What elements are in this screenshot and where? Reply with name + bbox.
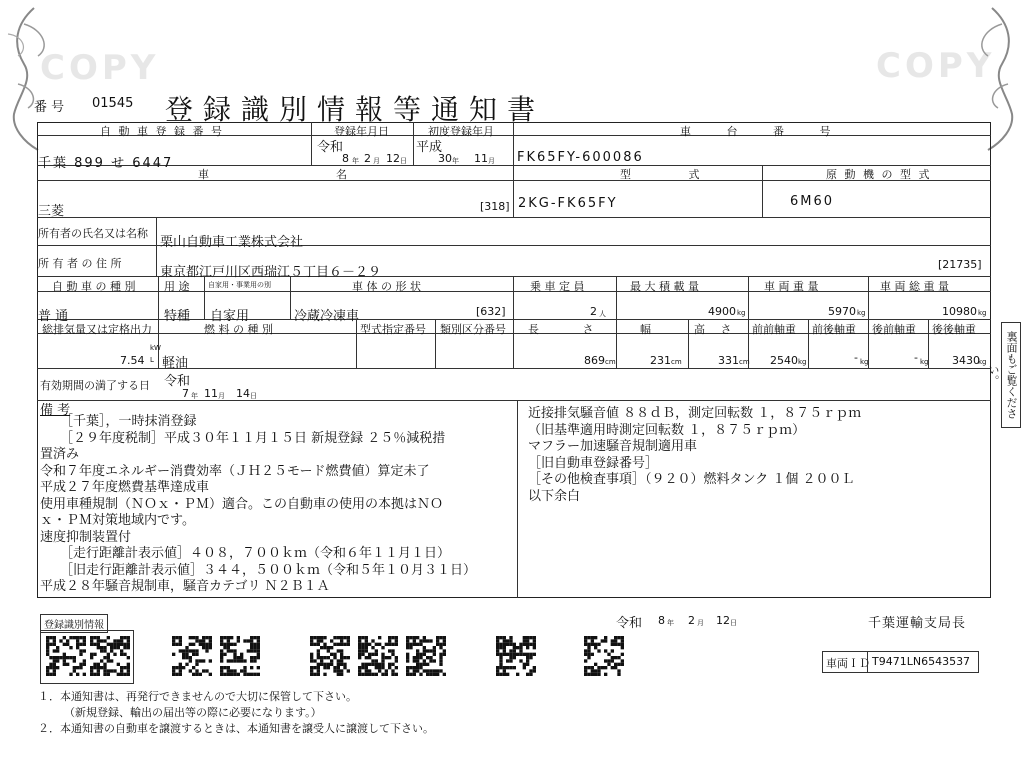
remark-line: ［２９年度税制］平成３０年１１月１５日 新規登録 ２５％減税措 (60, 430, 446, 446)
body-shape-code: [632] (476, 305, 506, 318)
remark-line: マフラー加速騒音規制適用車 (528, 439, 698, 454)
rear-rear-axle-weight: 3430 (952, 354, 980, 367)
qr-code (406, 636, 446, 676)
body-shape: 冷蔵冷凍車 (294, 309, 360, 324)
issue-year: 8 (658, 614, 665, 627)
chassis-number: FK65FY-600086 (517, 150, 644, 165)
max-load-label: 最 大 積 載 量 (630, 280, 699, 293)
expiry-label: 有効期間の満了する日 (40, 379, 150, 392)
model-type-label: 型 式 (620, 168, 702, 181)
note-line: ２．本通知書の自動車を譲渡するときは、本通知書を譲受人に譲渡して下さい。 (38, 722, 434, 735)
use-label: 用 途 (164, 280, 190, 293)
owner-address-label: 所 有 者 の 住 所 (38, 257, 122, 270)
expiry-day: 14 (236, 387, 250, 400)
remark-line: ［千葉］，一時抹消登録 (60, 414, 197, 429)
qr-code (46, 636, 86, 676)
qr-code (358, 636, 398, 676)
expiry-era: 令和 (164, 374, 191, 389)
issue-era: 令和 (616, 616, 643, 631)
remark-line: ［走行距離計表示値］４０８，７００ｋｍ（令和６年１１月１日） (60, 546, 451, 561)
body-shape-label: 車 体 の 形 状 (352, 280, 421, 293)
remark-line: 以下余白 (528, 488, 581, 504)
note-line: （新規登録、輸出の届出等の際に必要になります。） (64, 706, 322, 719)
remark-line: 速度抑制装置付 (40, 529, 132, 545)
issue-day: 12 (716, 614, 730, 627)
capacity-label: 乗 車 定 員 (530, 280, 585, 293)
note-line: １．本通知書は、再発行できませんので大切に保管して下さい。 (38, 690, 357, 703)
car-name-label-1: 車 (198, 168, 209, 181)
maker-code: [318] (480, 200, 510, 213)
number-value: 01545 (92, 96, 134, 111)
gross-weight: 10980 (942, 305, 977, 318)
remark-line: （旧基準適用時測定回転数 １，８７５ｒｐｍ） (528, 422, 806, 438)
gross-weight-label: 車 両 総 重 量 (880, 280, 949, 293)
remark-line: 令和７年度エネルギー消費効率（ＪＨ２５モード燃費値）算定未了 (40, 463, 430, 479)
category-number-label: 類別区分番号 (440, 323, 506, 336)
reg-year: 8 (342, 152, 349, 165)
issuing-office: 千葉運輸支局長 (868, 616, 967, 631)
engine-type: 6M60 (790, 194, 835, 209)
length-label: 長 さ (528, 323, 594, 336)
rear-front-axle-weight: - (914, 351, 918, 364)
height: 331 (718, 354, 739, 367)
registration-number: 千葉 899 せ 6447 (38, 156, 174, 171)
remark-line: 平成２８年騒音規制車，騒音カテゴリ Ｎ２Ｂ１Ａ (40, 579, 330, 594)
max-load: 4900 (708, 305, 736, 318)
private-use: 自家用 (210, 309, 250, 324)
front-front-axle-label: 前前軸重 (752, 323, 796, 336)
address-code: [21735] (938, 258, 982, 271)
front-rear-axle-weight: - (854, 351, 858, 364)
expiry-month: 11 (204, 387, 218, 400)
qr-code (90, 636, 130, 676)
issue-month: 2 (688, 614, 695, 627)
vehicle-id-box (822, 651, 979, 673)
car-name-label-2: 名 (336, 168, 347, 181)
remark-line: 置済み (40, 447, 80, 462)
reg-era: 令和 (317, 140, 344, 155)
qr-section-label: 登録識別情報 (40, 614, 108, 633)
front-front-axle-weight: 2540 (770, 354, 798, 367)
first-reg-year: 30 (438, 152, 452, 165)
rear-front-axle-label: 後前軸重 (872, 323, 916, 336)
remark-line: 平成２７年度燃費基準達成車 (40, 480, 210, 495)
vehicle-kind-label: 自 動 車 の 種 別 (52, 280, 136, 293)
front-rear-axle-label: 前後軸重 (812, 323, 856, 336)
owner-address: 東京都江戸川区西瑞江５丁目６－２９ (160, 265, 382, 280)
remark-line: 近接排気騒音値 ８８ｄＢ，測定回転数 １，８７５ｒｐｍ (528, 406, 862, 421)
vehicle-kind: 普 通 (38, 309, 69, 324)
remark-line: ［その他検査事項］（９２０）燃料タンク １個 ２００Ｌ (528, 472, 855, 487)
expiry-year: 7 (182, 387, 189, 400)
vehicle-weight-label: 車 両 重 量 (764, 280, 819, 293)
owner-name-label: 所有者の氏名又は名称 (38, 227, 148, 240)
copy-watermark-right: COPY (876, 46, 996, 86)
type-designation-label: 型式指定番号 (360, 323, 426, 336)
first-reg-month: 11 (474, 152, 488, 165)
qr-code (172, 636, 212, 676)
qr-code (496, 636, 536, 676)
vehicle-weight: 5970 (828, 305, 856, 318)
reg-month: 2 (364, 152, 371, 165)
length: 869 (584, 354, 605, 367)
reg-number-label: 自 動 車 登 録 番 号 (100, 125, 224, 138)
displacement: 7.54 (120, 354, 145, 367)
engine-type-label: 原 動 機 の 型 式 (826, 168, 932, 181)
displacement-label: 総排気量又は定格出力 (42, 323, 152, 336)
remarks-label: 備 考 (40, 403, 71, 418)
qr-code (220, 636, 260, 676)
remark-line: ｘ・ＰＭ対策地域内です。 (40, 513, 195, 528)
remarks-left (40, 414, 476, 596)
fuel-type: 軽油 (162, 356, 189, 371)
reg-date-label: 登録年月日 (334, 125, 389, 138)
rear-rear-axle-label: 後後軸重 (932, 323, 976, 336)
maker-name: 三菱 (38, 204, 65, 219)
qr-code (310, 636, 350, 676)
remark-line: ［旧自動車登録番号］ (528, 455, 659, 471)
private-label: 自家用・事業用の別 (208, 281, 271, 289)
remarks-right (528, 406, 861, 505)
remark-line: ［旧走行距離計表示値］３４４，５００ｋｍ（令和５年１０月３１日） (60, 562, 477, 578)
vehicle-use: 特種 (164, 309, 191, 324)
number-label: 番 号 (34, 100, 65, 115)
width-label: 幅 (640, 323, 651, 336)
width: 231 (650, 354, 671, 367)
capacity: 2 (590, 305, 597, 318)
vehicle-id-label: 車両ＩＤ (826, 657, 870, 670)
page-title: 登録識別情報等通知書 (165, 93, 546, 126)
reg-day: 12 (386, 152, 400, 165)
height-label: 高 さ (694, 323, 732, 336)
chassis-label: 車 台 番 号 (680, 125, 833, 138)
notes (38, 689, 434, 737)
vehicle-id: T9471LN6543537 (872, 655, 971, 668)
copy-watermark-left: COPY (40, 48, 160, 88)
remark-line: 使用車種規制（ＮＯｘ・ＰＭ）適合。この自動車の使用の本拠はＮＯ (40, 496, 444, 512)
first-reg-era: 平成 (416, 140, 443, 155)
qr-code (584, 636, 624, 676)
first-reg-label: 初度登録年月 (428, 125, 494, 138)
see-reverse-note: 裏面もご覧ください。 (1001, 322, 1021, 428)
model-type: 2KG-FK65FY (518, 196, 618, 211)
owner-name: 栗山自動車工業株式会社 (160, 235, 304, 250)
fuel-type-label: 燃 料 の 種 別 (204, 323, 273, 336)
